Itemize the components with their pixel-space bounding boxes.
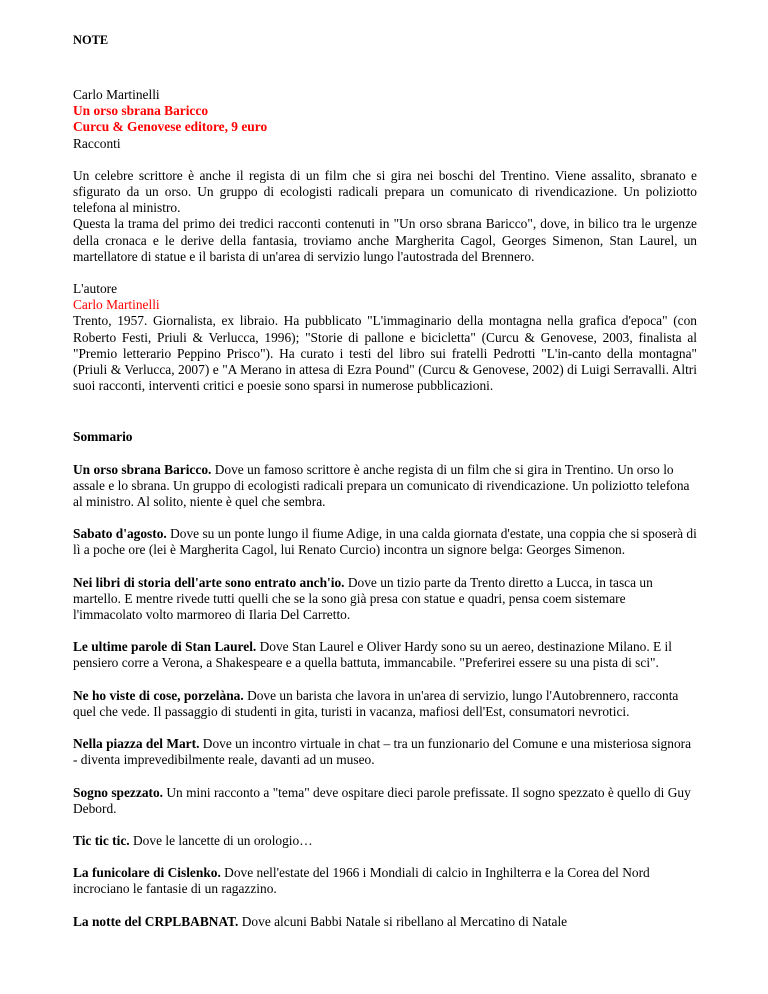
author-name: Carlo Martinelli bbox=[73, 297, 160, 313]
sommario-entry-text: Dove un tizio parte da Trento diretto a Lucca, in tasca un martello. E mentre rivede tutti quelli che se la sono già presa con statue e quadri, pensa coem sistemare l'immacolato volto marmoreo di Ilaria Del Carretto. bbox=[73, 574, 653, 623]
sommario-entry-title: Sabato d'agosto. bbox=[73, 526, 167, 542]
sommario-entry-text: Dove Stan Laurel e Oliver Hardy sono su un aereo, destinazione Milano. E il pensiero corre a Verona, a Shakespeare e a quella battuta, immancabile. "Preferirei essere su una pista di sci". bbox=[73, 639, 673, 671]
sommario-entry-title: Tic tic tic. bbox=[73, 832, 130, 848]
author-section-label: L'autore bbox=[73, 281, 118, 297]
book-info bbox=[73, 87, 697, 152]
sommario-entry-text: Dove su un ponte lungo il fiume Adige, in una calda giornata d'estate, una coppia che si sposerà di lì a poche ore (lei è Margherita Cagol, lui Renato Curcio) incontra un signore belga: Georges Simenon. bbox=[73, 526, 697, 558]
book-title: Un orso sbrana Baricco bbox=[73, 103, 209, 119]
sommario-entry-text: Dove le lancette di un orologio… bbox=[129, 832, 313, 848]
synopsis bbox=[73, 168, 697, 265]
sommario-entry-text: Dove un famoso scrittore è anche regista di un film che si gira in Trentino. Un orso lo assale e lo sbrana. Un gruppo di ecologisti radicali prepara un comunicato di rivendicazione. Un poliziotto telefona al ministro. Al solito, niente è quel che sembra. bbox=[73, 461, 690, 510]
sommario-entry bbox=[73, 785, 697, 817]
sommario-entry bbox=[73, 462, 697, 511]
sommario-list bbox=[73, 462, 697, 930]
synopsis-paragraph-2: Questa la trama del primo dei tredici racconti contenuti in "Un orso sbrana Baricco", dove, in bilico tra le urgenze della cronaca e le derive della fantasia, troviamo anche Margherita Cagol, Georges Simenon, Stan Laurel, un martellatore di statue e il barista di un'area di servizio lungo l'autostrada del Brennero. bbox=[73, 216, 697, 264]
sommario-entry bbox=[73, 914, 697, 930]
sommario-entry-text: Un mini racconto a "tema" deve ospitare dieci parole prefissate. Il sogno spezzato è quello di Guy Debord. bbox=[73, 784, 691, 816]
sommario-entry-title: Le ultime parole di Stan Laurel. bbox=[73, 639, 257, 655]
book-publisher-price: Curcu & Genovese editore, 9 euro bbox=[73, 119, 268, 135]
author-bio: Trento, 1957. Giornalista, ex libraio. Ha pubblicato "L'immaginario della montagna nella grafica d'epoca" (con Roberto Festi, Priuli & Verlucca, 1996); "Storie di pallone e bicicletta" (Curcu & Genovese, 2003, finalista al "Premio letterario Peppino Prisco"). Ha curato i testi del libro sui fratelli Pedrotti "L'in-canto della montagna" (Priuli & Verlucca, 2007) e "A Merano in attesa di Ezra Pound" (Curcu & Genovese, 2002) di Luigi Serravalli. Altri suoi racconti, interventi critici e poesie sono sparsi in numerose pubblicazioni. bbox=[73, 313, 697, 394]
sommario-entry-text: Dove un incontro virtuale in chat – tra un funzionario del Comune e una misteriosa signora - diventa imprevedibilmente reale, davanti ad un museo. bbox=[73, 736, 692, 768]
sommario-entry-title: Un orso sbrana Baricco. bbox=[73, 461, 212, 477]
author-section bbox=[73, 281, 697, 394]
sommario-entry-text: Dove nell'estate del 1966 i Mondiali di calcio in Inghilterra e la Corea del Nord incrociano le fantasie di un ragazzino. bbox=[73, 865, 650, 897]
sommario-entry-title: Sogno spezzato. bbox=[73, 784, 164, 800]
sommario-heading: Sommario bbox=[73, 429, 133, 445]
sommario-entry bbox=[73, 575, 697, 624]
sommario-entry bbox=[73, 688, 697, 720]
sommario-entry-title: Ne ho viste di cose, porzelàna. bbox=[73, 687, 244, 703]
sommario-entry-text: Dove alcuni Babbi Natale si ribellano al Mercatino di Natale bbox=[238, 913, 568, 929]
book-author: Carlo Martinelli bbox=[73, 87, 160, 102]
sommario-entry-text: Dove un barista che lavora in un'area di servizio, lungo l'Autobrennero, racconta quel che vede. Il passaggio di studenti in gita, turisti in vacanza, mafiosi dell'Est, consumatori nevrotici. bbox=[73, 687, 679, 719]
synopsis-paragraph-1: Un celebre scrittore è anche il regista di un film che si gira nei boschi del Trentino. Viene assalito, sbranato e sfigurato da un orso. Un gruppo di ecologisti radicali prepara un comunicato di rivendicazione. Un poliziotto telefona al ministro. bbox=[73, 167, 697, 216]
document-content bbox=[73, 32, 697, 930]
sommario-entry bbox=[73, 865, 697, 897]
note-heading: NOTE bbox=[73, 33, 109, 47]
book-genre: Racconti bbox=[73, 135, 121, 151]
sommario-entry bbox=[73, 833, 697, 849]
sommario-entry bbox=[73, 736, 697, 768]
sommario-entry bbox=[73, 526, 697, 558]
sommario-entry bbox=[73, 639, 697, 671]
sommario-entry-title: Nei libri di storia dell'arte sono entrato anch'io. bbox=[73, 574, 345, 590]
sommario-entry-title: La notte del CRPLBABNAT. bbox=[73, 913, 239, 929]
sommario-entry-title: La funicolare di Cislenko. bbox=[73, 865, 221, 881]
sommario-entry-title: Nella piazza del Mart. bbox=[73, 736, 200, 752]
